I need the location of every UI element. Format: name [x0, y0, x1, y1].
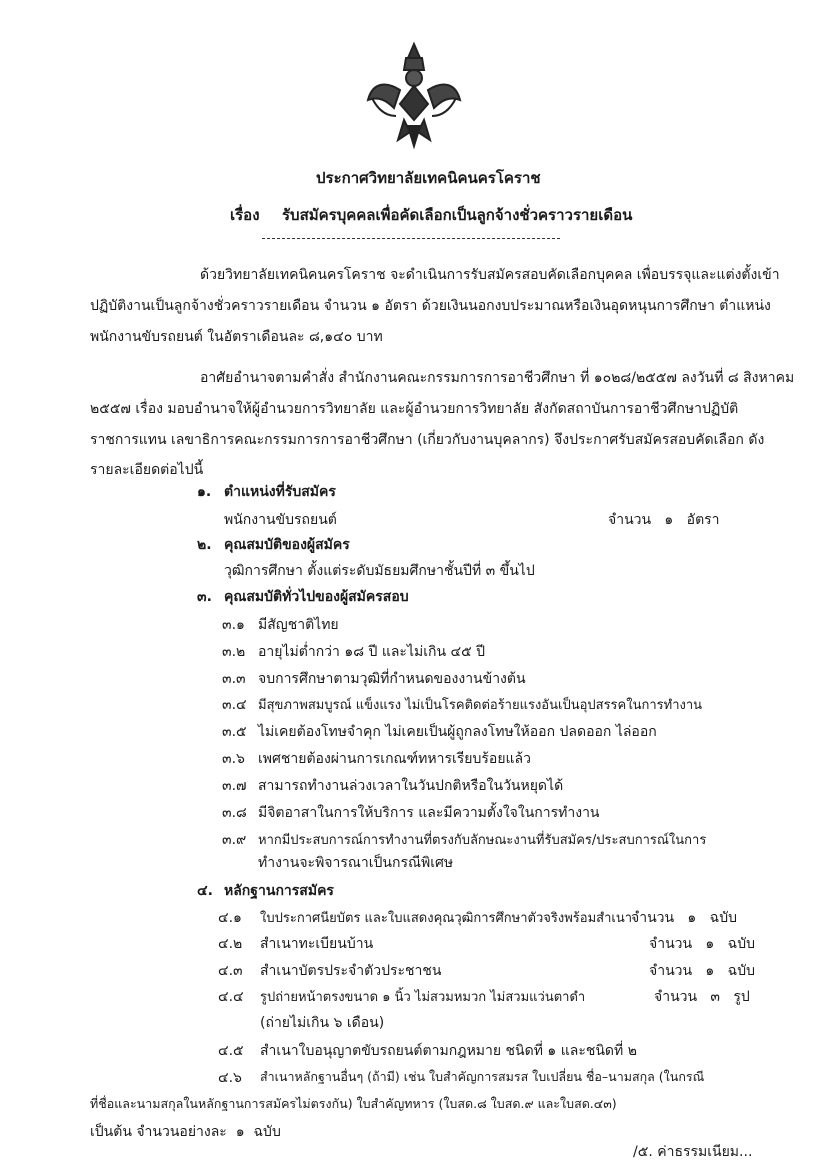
list-item-number: ๔.๖ — [218, 1070, 242, 1086]
section-heading: คุณสมบัติทั่วไปของผู้สมัครสอบ — [224, 589, 409, 605]
intro-line: ด้วยวิทยาลัยเทคนิคนครโคราช จะดำเนินการรับสมัครสอบคัดเลือกบุคคล เพื่อบรรจุและแต่งตั้งเข้า — [200, 267, 780, 283]
list-item-number: ๓.๔ — [222, 697, 247, 713]
list-item: จบการศึกษาตามวุฒิที่กำหนดของงานข้างต้น — [258, 671, 526, 687]
authority-line: ราชการแทน เลขาธิการคณะกรรมการการอาชีวศึกษา (เกี่ยวกับงานบุคลากร) จึงประกาศรับสมัครสอบคัดเลือก ดัง — [90, 432, 765, 448]
list-item: ไม่เคยต้องโทษจำคุก ไม่เคยเป็นผู้ถูกลงโทษให้ออก ปลดออก ไล่ออก — [258, 724, 657, 740]
list-item-number: ๔.๓ — [218, 963, 243, 979]
list-item: สำเนาบัตรประจำตัวประชาชน — [260, 963, 442, 979]
list-item-number: ๓.๑ — [222, 617, 245, 633]
list-item: มีสุขภาพสมบูรณ์ แข็งแรง ไม่เป็นโรคติดต่อร้ายแรงอันเป็นอุปสรรคในการทำงาน — [258, 698, 703, 713]
section-number: ๑. — [197, 484, 212, 500]
intro-line: ปฏิบัติงานเป็นลูกจ้างชั่วคราวรายเดือน จำนวน ๑ อัตรา ด้วยเงินนอกงบประมาณหรือเงินอุดหนุนการศึกษา ตำแหน่ง — [90, 298, 771, 314]
list-item: มีจิตอาสาในการให้บริการ และมีความตั้งใจในการทำงาน — [258, 805, 600, 821]
list-item: รูปถ่ายหน้าตรงขนาด ๑ นิ้ว ไม่สวมหมวก ไม่สวมแว่นตาดำ — [260, 990, 586, 1005]
section-number: ๒. — [197, 537, 212, 553]
list-item-number: ๔.๔ — [218, 989, 244, 1005]
intro-line: พนักงานขับรถยนต์ ในอัตราเดือนละ ๘,๑๔๐ บาท — [90, 329, 383, 345]
section-heading: คุณสมบัติของผู้สมัคร — [224, 537, 350, 553]
section-heading: หลักฐานการสมัคร — [224, 883, 334, 899]
list-item-number: ๓.๕ — [222, 724, 247, 740]
title-divider — [262, 238, 560, 239]
page-continuation: /๕. ค่าธรรมเนียม... — [633, 1144, 753, 1160]
list-item-continuation: ทำงานจะพิจารณาเป็นกรณีพิเศษ — [258, 855, 454, 871]
list-item-continuation: ที่ชื่อและนามสกุลในหลักฐานการสมัครไม่ตรงกัน) ใบสำคัญทหาร (ใบสด.๘ ใบสด.๙ และใบสด.๔๓) — [90, 1096, 617, 1111]
list-item-number: ๓.๖ — [222, 751, 245, 767]
position-name: พนักงานขับรถยนต์ — [224, 512, 337, 528]
list-item: สำเนาหลักฐานอื่นๆ (ถ้ามี) เช่น ใบสำคัญการสมรส ใบเปลี่ยน ชื่อ–นามสกุล (ในกรณี — [260, 1069, 705, 1084]
quantity-text: จำนวน ๑ ฉบับ — [631, 910, 737, 926]
list-item-number: ๓.๓ — [222, 671, 246, 687]
quantity-text: จำนวน ๑ ฉบับ — [649, 936, 755, 952]
page-title: ประกาศวิทยาลัยเทคนิคนครโคราช — [316, 169, 541, 187]
list-item-continuation: (ถ่ายไม่เกิน ๖ เดือน) — [260, 1015, 385, 1031]
list-item-number: ๓.๗ — [222, 778, 247, 794]
section-heading: ตำแหน่งที่รับสมัคร — [224, 484, 336, 500]
list-item-number: ๓.๙ — [222, 832, 247, 848]
section-number: ๔. — [197, 883, 213, 899]
list-item: สามารถทำงานล่วงเวลาในวันปกติหรือในวันหยุดได้ — [258, 778, 564, 794]
position-count: จำนวน ๑ อัตรา — [608, 512, 720, 528]
list-item-number: ๓.๒ — [222, 644, 246, 660]
list-item-number: ๓.๘ — [222, 805, 247, 821]
list-item: สำเนาใบอนุญาตขับรถยนต์ตามกฎหมาย ชนิดที่ ๑ และชนิดที่ ๒ — [260, 1043, 637, 1059]
quantity-text: จำนวน ๓ รูป — [654, 989, 750, 1005]
list-item: เพศชายต้องผ่านการเกณฑ์ทหารเรียบร้อยแล้ว — [258, 751, 531, 767]
list-item-number: ๔.๕ — [218, 1043, 244, 1059]
list-item-number: ๔.๒ — [218, 936, 243, 952]
garuda-emblem-icon — [364, 40, 464, 150]
qualification-text: วุฒิการศึกษา ตั้งแต่ระดับมัธยมศึกษาชั้นปีที่ ๓ ขึ้นไป — [224, 563, 535, 579]
authority-line: ๒๕๕๗ เรื่อง มอบอำนาจให้ผู้อำนวยการวิทยาลัย และผู้อำนวยการวิทยาลัย สังกัดสถาบันการอาชีวศึกษาปฏิบัติ — [90, 401, 739, 417]
subject-label: เรื่อง — [230, 206, 260, 224]
list-item: อายุไม่ต่ำกว่า ๑๘ ปี และไม่เกิน ๔๕ ปี — [258, 644, 486, 660]
list-item: มีสัญชาติไทย — [258, 617, 339, 633]
section-number: ๓. — [197, 589, 212, 605]
list-item: ใบประกาศนียบัตร และใบแสดงคุณวุฒิการศึกษาตัวจริงพร้อมสำเนา — [260, 911, 633, 926]
authority-line: รายละเอียดต่อไปนี้ — [90, 462, 204, 478]
quantity-text: จำนวน ๑ ฉบับ — [649, 963, 755, 979]
list-item-continuation: เป็นต้น จำนวนอย่างละ ๑ ฉบับ — [90, 1124, 281, 1140]
list-item: หากมีประสบการณ์การทำงานที่ตรงกับลักษณะงานที่รับสมัคร/ประสบการณ์ในการ — [258, 833, 707, 848]
authority-line: อาศัยอำนาจตามคำสั่ง สำนักงานคณะกรรมการการอาชีวศึกษา ที่ ๑๐๒๘/๒๕๕๗ ลงวันที่ ๘ สิงหาคม — [200, 370, 795, 386]
list-item: สำเนาทะเบียนบ้าน — [260, 936, 374, 952]
list-item-number: ๔.๑ — [218, 910, 242, 926]
subject-text: รับสมัครบุคคลเพื่อคัดเลือกเป็นลูกจ้างชั่วคราวรายเดือน — [282, 206, 633, 224]
